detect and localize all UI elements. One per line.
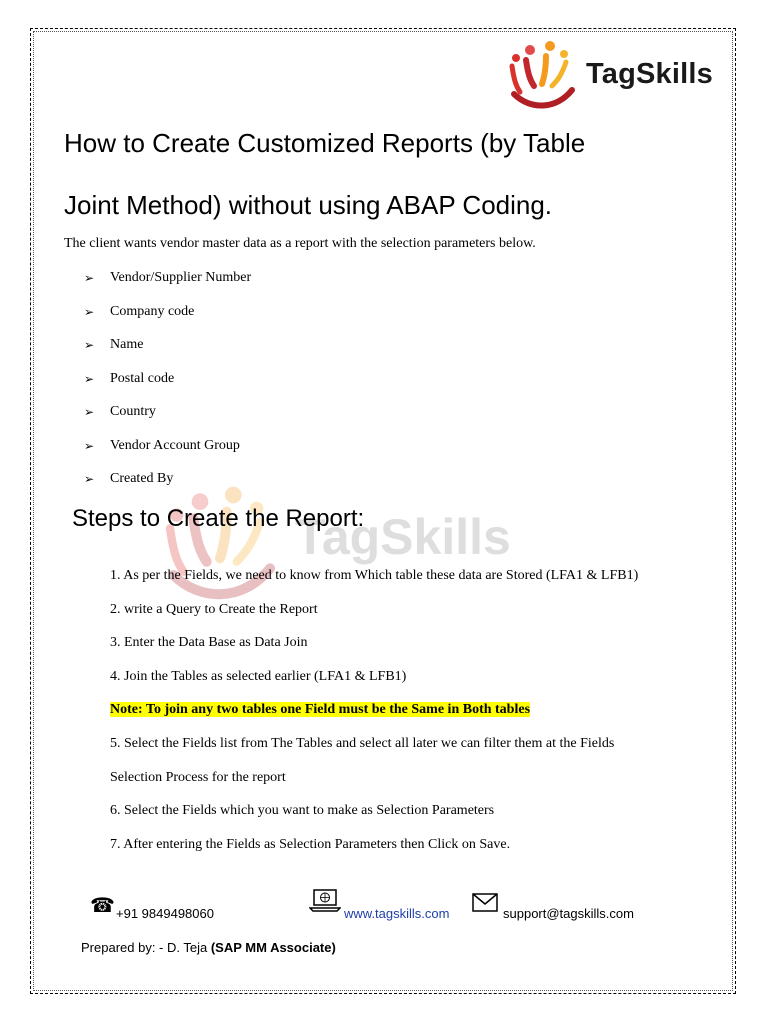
arrow-bullet-icon: ➢ (84, 338, 95, 352)
list-item: ➢ Name (84, 335, 251, 369)
page-title (64, 112, 704, 236)
arrow-bullet-icon: ➢ (84, 438, 95, 453)
step-item: 3. Enter the Data Base as Data Join (110, 635, 308, 651)
arrow-bullet-icon: ➢ (84, 472, 95, 486)
laptop-globe-icon (309, 888, 341, 914)
step-item: 4. Join the Tables as selected earlier (LFA1 & LFB1) (110, 668, 407, 684)
list-item: ➢ Country (84, 402, 251, 436)
tagskills-people-logo-icon (506, 40, 584, 112)
step-item: 6. Select the Fields which you want to make as Selection Parameters (110, 803, 495, 819)
arrow-bullet-icon: ➢ (84, 304, 95, 319)
list-item: ➢ Vendor Account Group (84, 436, 251, 470)
title-line-2: Joint Method) without using ABAP Coding. (64, 190, 553, 220)
step-item: 1. As per the Fields, we need to know from Which table these data are Stored (LFA1 & LFB1) (110, 568, 639, 583)
step-item: 5. Select the Fields list from The Tables and select all later we can filter them at the Fields (110, 735, 615, 751)
note-highlight: Note: To join any two tables one Field must be the Same in Both tables (110, 702, 531, 718)
tagskills-logo (506, 40, 731, 112)
step-item: 7. After entering the Fields as Selection Parameters then Click on Save. (110, 836, 511, 852)
website-link[interactable]: www.tagskills.com (344, 906, 450, 921)
watermark-text: TagSkills (295, 509, 511, 565)
step-item: 2. write a Query to Create the Report (110, 601, 318, 617)
envelope-icon (472, 893, 498, 912)
list-item: ➢ Postal code (84, 369, 251, 403)
title-line-1: How to Create Customized Reports (by Table (64, 128, 586, 158)
list-item: ➢ Vendor/Supplier Number (84, 268, 251, 302)
list-item: ➢ Created By (84, 469, 251, 503)
logo-text: TagSkills (586, 58, 713, 90)
arrow-bullet-icon: ➢ (84, 371, 95, 386)
steps-heading: Steps to Create the Report: (72, 505, 365, 532)
prepared-by-label: Prepared by: - D. Teja (81, 940, 208, 955)
phone-number: +91 9849498060 (116, 906, 214, 921)
step-item-continued: Selection Process for the report (110, 769, 286, 785)
phone-icon: ☎ (90, 895, 115, 917)
prepared-by-role: (SAP MM Associate) (210, 940, 336, 955)
note-item (110, 700, 710, 720)
email-address[interactable]: support@tagskills.com (503, 906, 634, 921)
intro-paragraph: The client wants vendor master data as a report with the selection parameters below. (64, 236, 536, 251)
selection-parameters-list (84, 268, 251, 503)
arrow-bullet-icon: ➢ (84, 271, 95, 285)
steps-list (110, 566, 710, 868)
list-item: ➢ Company code (84, 302, 251, 336)
arrow-bullet-icon: ➢ (84, 405, 95, 419)
prepared-by (81, 940, 336, 955)
